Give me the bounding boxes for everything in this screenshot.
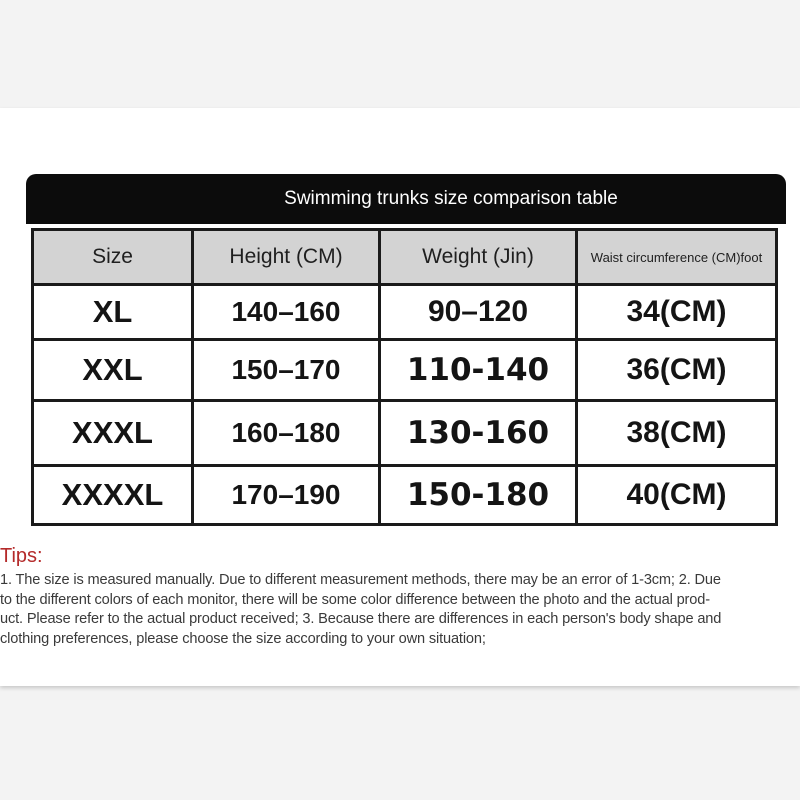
table-row <box>33 285 777 340</box>
cell-waist: 38(CM) <box>577 401 777 466</box>
table-row <box>33 466 777 525</box>
cell-waist: 34(CM) <box>577 285 777 340</box>
cell-weight: 90–120 <box>380 285 577 340</box>
header-size: Size <box>33 230 193 285</box>
cell-height: 150–170 <box>193 340 380 401</box>
table-title: Swimming trunks size comparison table <box>26 174 786 224</box>
cell-height: 170–190 <box>193 466 380 525</box>
header-row <box>33 230 777 285</box>
cell-height: 160–180 <box>193 401 380 466</box>
cell-waist: 40(CM) <box>577 466 777 525</box>
cell-weight: 110-140 <box>380 340 577 401</box>
tips-line: 1. The size is measured manually. Due to different measurement methods, there may be an error of 1-3cm; 2. Due <box>0 572 721 588</box>
table-row <box>33 401 777 466</box>
size-comparison-table <box>31 228 778 526</box>
tips-heading: Tips: <box>0 545 43 567</box>
cell-size: XXXXL <box>33 466 193 525</box>
tips-line: to the different colors of each monitor, there will be some color difference between the photo and the actual prod- <box>0 591 710 608</box>
cell-size: XL <box>33 285 193 340</box>
cell-weight: 130-160 <box>380 401 577 466</box>
tips-line: clothing preferences, please choose the size according to your own situation; <box>0 630 486 647</box>
tips-text <box>0 571 800 649</box>
cell-waist: 36(CM) <box>577 340 777 401</box>
header-height: Height (CM) <box>193 230 380 285</box>
cell-height: 140–160 <box>193 285 380 340</box>
table-row <box>33 340 777 401</box>
cell-size: XXXL <box>33 401 193 466</box>
header-weight: Weight (Jin) <box>380 230 577 285</box>
cell-size: XXL <box>33 340 193 401</box>
cell-weight: 150-180 <box>380 466 577 525</box>
tips-line: uct. Please refer to the actual product received; 3. Because there are differences in each person's body shape and <box>0 611 722 628</box>
header-waist: Waist circumference (CM)foot <box>577 230 777 285</box>
